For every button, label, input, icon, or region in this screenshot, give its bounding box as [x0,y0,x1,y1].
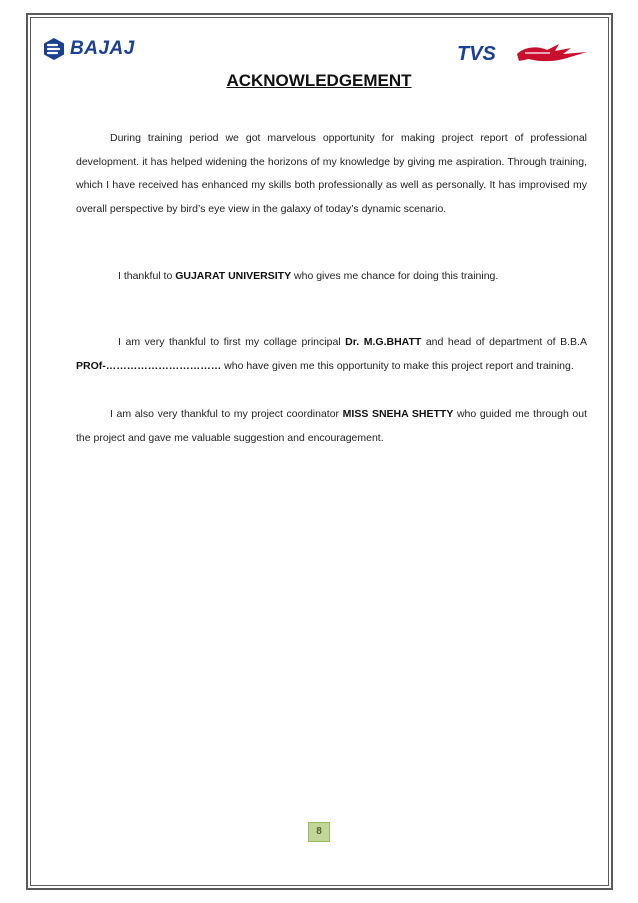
page-title: ACKNOWLEDGEMENT [226,71,412,90]
paragraph-university: I thankful to GUJARAT UNIVERSITY who gives me chance for doing this training. [118,270,499,282]
university-name: GUJARAT UNIVERSITY [175,270,292,282]
professor-name: PROf-…………………………… [76,359,222,372]
paragraph-intro [76,127,587,221]
tvs-horse-icon [517,44,587,61]
tvs-logo [455,40,590,66]
bajaj-logo-text: BAJAJ [70,38,135,59]
paragraph-coordinator: I am also very thankful to my project coordinator MISS SNEHA SHETTY who guided me through out the project and gave me valuable suggestion and encouragement. [76,408,587,444]
principal-name: Dr. M.G.BHATT [345,336,422,348]
bajaj-hexagon-icon [42,37,66,61]
bajaj-logo [42,37,135,61]
paragraph-intro-text: During training period we got marvelous opportunity for making project report of professional development. it has helped widening the horizons of my knowledge by giving me aspiration. Through training, which I have received has enhanced my skills both professionally as well as personally. It has improvised my overall perspective by bird’s eye view in the galaxy of today’s dynamic scenario. [76,132,587,215]
paragraph-principal: I am very thankful to first my collage principal Dr. M.G.BHATT and head of department of B.B.A PROf-…………………………… who have given me this opportunity to make this project report and training. [76,336,587,372]
page-number: 8 [308,822,330,842]
coordinator-name: MISS SNEHA SHETTY [342,408,454,420]
tvs-logo-text: TVS [457,43,496,65]
